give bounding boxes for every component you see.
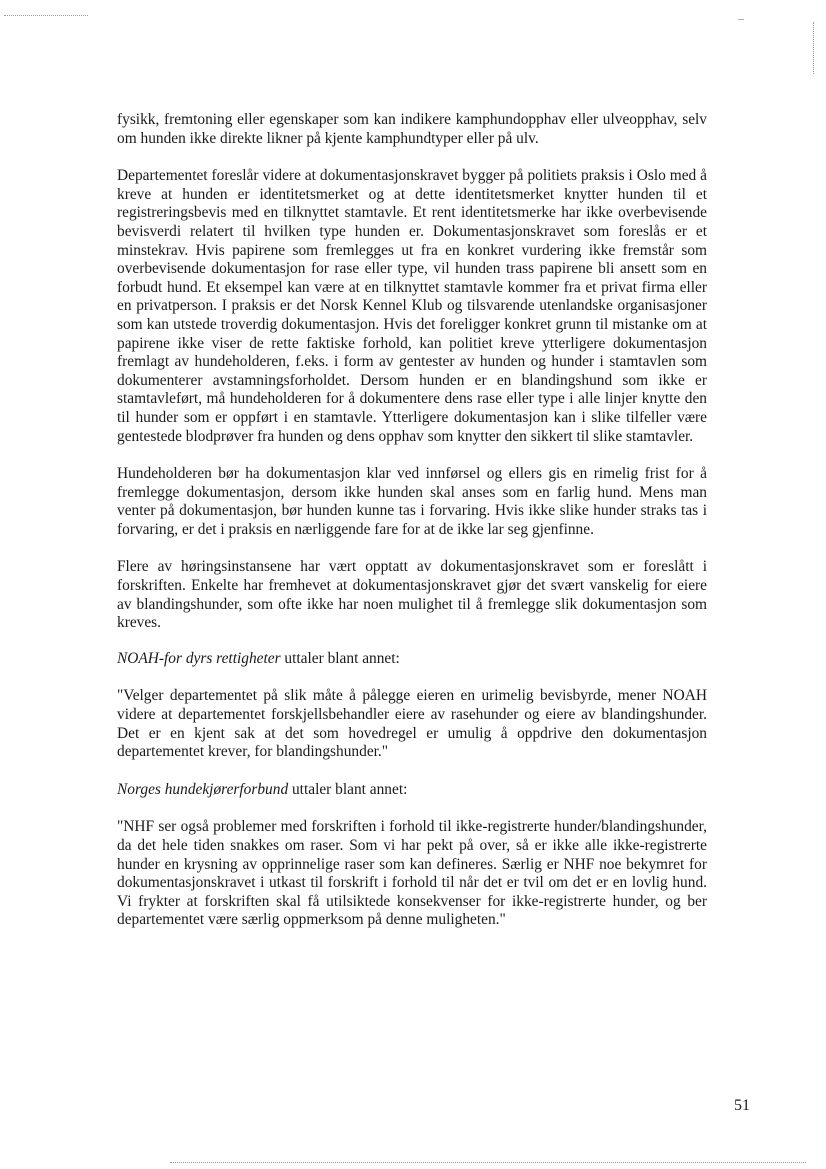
citation-intro-text: uttaler blant annet: (288, 780, 408, 798)
scan-border-mark (813, 22, 814, 74)
paragraph: Flere av høringsinstansene har vært opptatt av dokumentasjonskravet som er foreslått i forskriften. Enkelte har fremhevet at dokumentasjonskravet gjør det svært vanskelig for eiere av blandingshunder, som ofte ikke har noen mulighet til å fremlegge slik dokumentasjon som kreves. (117, 558, 707, 632)
scan-border-mark (170, 1162, 806, 1163)
organization-name: Norges hundekjørerforbund (117, 780, 289, 798)
citation-intro-text: uttaler blant annet: (280, 649, 400, 667)
scan-border-mark (738, 19, 744, 20)
scan-border-mark (4, 15, 88, 16)
organization-name: NOAH-for dyrs rettigheter (117, 649, 281, 667)
citation-intro (117, 650, 707, 669)
page-number: 51 (734, 1097, 750, 1114)
paragraph: Departementet foreslår videre at dokumentasjonskravet bygger på politiets praksis i Oslo med å kreve at hunden er identitetsmerket og at dette identitetsmerket knytter hunden til et registreringsbevis med en tilknyttet stamtavle. Et rent identitetsmerke har ikke overbevisende bevisverdi relatert til hvilken type hunden er. Dokumentasjonskravet som foreslås er et minstekrav. Hvis papirene som fremlegges ut fra en konkret vurdering ikke fremstår som overbevisende dokumentasjon for rase eller type, vil hunden trass papirene bli ansett som en forbudt hund. Et eksempel kan være at en tilknyttet stamtavle kommer fra et privat firma eller en privatperson. I praksis er det Norsk Kennel Klub og tilsvarende utenlandske organisasjoner som kan utstede troverdig dokumentasjon. Hvis det foreligger konkret grunn til mistanke om at papirene ikke viser de rette faktiske forhold, kan politiet kreve ytterligere dokumentasjon fremlagt av hundeholderen, f.eks. i form av gentester av hunden og hunder i stamtavlen som dokumenterer avstamningsforholdet. Dersom hunden er en blandingshund som ikke er stamtavleført, må hundeholderen for å dokumentere dens rase eller type i alle linjer knytte den til hunder som er oppført i en stamtavle. Ytterligere dokumentasjon kan i slike tilfeller være gentestede blodprøver fra hunden og dens opphav som knytter den sikkert til slike stamtavler. (117, 167, 707, 445)
citation-intro (117, 781, 707, 800)
document-body (117, 111, 707, 930)
quote: "NHF ser også problemer med forskriften i forhold til ikke-registrerte hunder/blandingshunder, da det hele tiden snakkes om raser. Som vi har pekt på over, så er ikke alle ikke-registrerte hunder en krysning av opprinnelige raser som kan defineres. Særlig er NHF noe bekymret for dokumentasjonskravet i utkast til forskrift i forhold til når det er tvil om det er en lovlig hund. Vi frykter at forskriften skal få utilsiktede konsekvenser for ikke-registrerte hunder, og ber departementet være særlig oppmerksom på denne muligheten." (117, 818, 707, 929)
quote: "Velger departementet på slik måte å pålegge eieren en urimelig bevisbyrde, mener NOAH videre at departementet forskjellsbehandler eiere av rasehunder og eiere av blandingshunder. Det er en kjent sak at det som hovedregel er umulig å oppdrive den dokumentasjon departementet krever, for blandingshunder." (117, 687, 707, 761)
paragraph: fysikk, fremtoning eller egenskaper som kan indikere kamphundopphav eller ulveopphav, selv om hunden ikke direkte likner på kjente kamphundtyper eller på ulv. (117, 111, 707, 147)
paragraph: Hundeholderen bør ha dokumentasjon klar ved innførsel og ellers gis en rimelig frist for å fremlegge dokumentasjon, dersom ikke hunden skal anses som en farlig hund. Mens man venter på dokumentasjon, bør hunden kunne tas i forvaring. Hvis ikke slike hunder straks tas i forvaring, er det i praksis en nærliggende fare for at de ikke lar seg gjenfinne. (117, 465, 707, 538)
